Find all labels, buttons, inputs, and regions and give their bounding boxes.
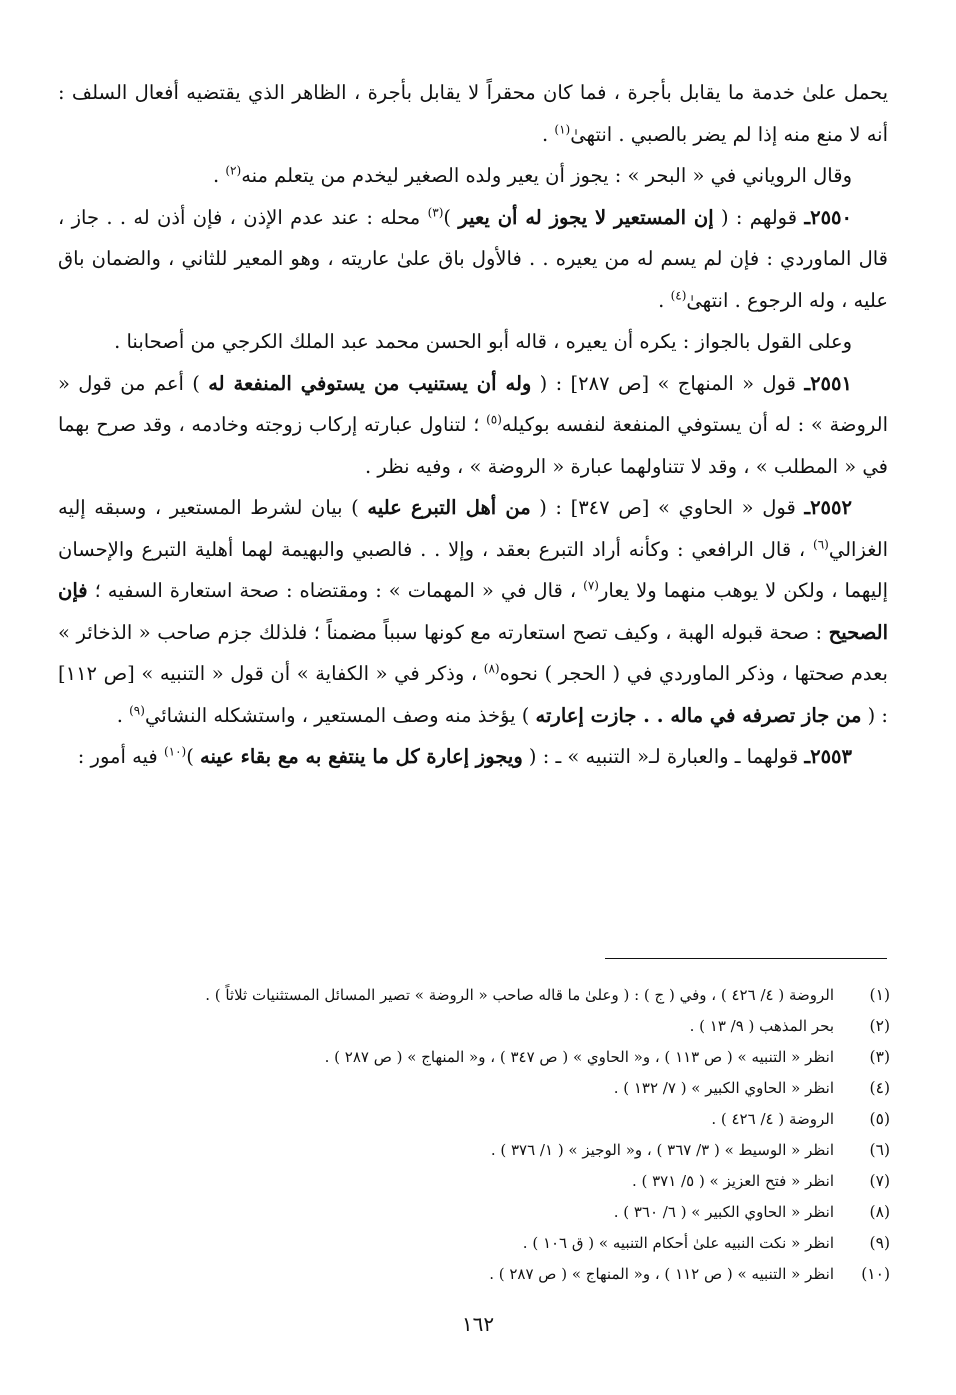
issue-number: ٢٥٥١ـ	[804, 371, 852, 395]
footnote-ref[interactable]: (٤)	[670, 288, 687, 302]
footnote-text: انظر « نكت النبيه علىٰ أحكام التنبيه » ( ق ١٠٦ ) .	[522, 1234, 834, 1252]
paragraph-2: وقال الروياني في « البحر » : يجوز أن يعير ولده الصغير ليخدم من يتعلم منه$^{(٢)}$ .	[212, 163, 852, 187]
footnote-number: (٣)	[869, 1048, 890, 1066]
footnote-item	[60, 1197, 890, 1228]
footnote-text: انظر « فتح العزيز » ( ٥/ ٣٧١ ) .	[631, 1172, 834, 1190]
emphasis-text: فإن الصحيح	[58, 579, 888, 644]
footnote-separator	[605, 958, 887, 959]
quoted-text: ويجوز إعارة كل ما ينتفع به مع بقاء عينه	[200, 745, 523, 768]
paragraph-1: يحمل علىٰ خدمة ما يقابل بأجرة ، فما كان محقراً لا يقابل بأجرة ، الظاهر الذي يقتضيه أفعال السلف : أنه لا منع منه إذا لم يضر بالصبي . انتهىٰ$^{(١)}$ .	[58, 81, 888, 146]
footnote-number: (٧)	[869, 1172, 890, 1190]
footnote-text: انظر « الحاوي الكبير » ( ٧/ ١٣٢ ) .	[613, 1079, 834, 1097]
footnote-number: (٦)	[869, 1141, 890, 1159]
footnote-text: الروضة ( ٤/ ٤٢٦ ) ، وفي ( ج ) : ( وعلىٰ ما قاله صاحب « الروضة » تصير المسائل المستثنيات ثلاثاً ) .	[205, 986, 834, 1004]
page-number: ١٦٢	[461, 1312, 495, 1336]
footnote-ref[interactable]: (٥)	[486, 412, 502, 427]
quoted-text: من أهل التبرع عليه	[367, 496, 531, 519]
footnote-ref[interactable]: (٦)	[813, 537, 829, 551]
issue-2553: ٢٥٥٣ـ قولهما ـ والعبارة لـ« التنبيه » ـ : ( ويجوز إعارة كل ما ينتفع به مع بقاء عينه )$^{(١٠)}$ فيه أمور :	[77, 744, 852, 768]
footnote-number: (٤)	[869, 1079, 890, 1097]
footnote-number: (١٠)	[861, 1265, 890, 1283]
footnote-number: (٨)	[869, 1203, 890, 1221]
footnote-ref[interactable]: (٧)	[583, 578, 599, 593]
footnote-ref[interactable]: (١٠)	[163, 744, 187, 759]
footnote-ref[interactable]: (٢)	[225, 163, 242, 178]
footnote-number: (١)	[869, 986, 890, 1004]
footnote-text: انظر « الوسيط » ( ٣/ ٣٦٧ ) ، و« الوجيز » ( ١/ ٣٧٦ ) .	[490, 1141, 834, 1159]
footnote-number: (٢)	[869, 1017, 890, 1035]
footnote-ref[interactable]: (٣)	[427, 205, 444, 219]
issue-2551: ٢٥٥١ـ قول « المنهاج » [ص ٢٨٧] : ( وله أن يستنيب من يستوفي المنفعة له ) أعم من قول « الروضة » : له أن يستوفي المنفعة لنفسه بوكيله$^{(٥)}$ ؛ لتناول عبارته إركاب زوجته وخادمه ، وقد صرح بهما في « المطلب » ، وقد لا تتناولهما عبارة « الروضة » ، وفيه نظر .	[58, 371, 888, 478]
footnote-item	[60, 1259, 890, 1290]
issue-number: ٢٥٥٣ـ	[804, 745, 852, 768]
quoted-text: من جاز تصرفه في ماله . . جازت إعارته	[535, 703, 862, 727]
issue-number: ٢٥٥٠ـ	[804, 205, 852, 229]
footnote-item	[60, 980, 890, 1011]
footnote-number: (٩)	[869, 1234, 890, 1252]
footnote-number: (٥)	[869, 1110, 890, 1128]
issue-2552: ٢٥٥٢ـ قول « الحاوي » [ص ٣٤٧] : ( من أهل التبرع عليه ) بيان لشرط المستعير ، وسبقه إليه الغزالي$^{(٦)}$ ، قال الرافعي : وكأنه أراد التبرع بعقد ، وإلا . . فالصبي والبهيمة لهما أهلية التبرع والإحسان إليهما ، ولكن لا يوهب منهما ولا يعار$^{(٧)}$ ، قال في « المهمات » : ومقتضاه : صحة استعارة السفيه ؛ فإن الصحيح : صحة قبوله الهبة ، وكيف تصح استعارته مع كونها سبباً مضمناً ؛ فلذلك جزم صاحب « الذخائر » بعدم صحتها ، وذكر الماوردي في ( الحجر ) نحوه$^{(٨)}$ ، وذكر في « الكفاية » أن قول « التنبيه » [ص ١١٢] : ( من جاز تصرفه في ماله . . جازت إعارته ) يؤخذ منه وصف المستعير ، واستشكله النشائي$^{(٩)}$ .	[58, 496, 888, 727]
issue-2550: ٢٥٥٠ـ قولهم : ( إن المستعير لا يجوز له أن يعير )$^{(٣)}$ محله : عند عدم الإذن ، فإن أذن له . . جاز ، قال الماوردي : فإن لم يسم له من يعيره . . فالأول باق علىٰ عاريته ، وهو المعير للثاني ، والضمان باق عليه ، وله الرجوع . انتهىٰ$^{(٤)}$ .	[58, 205, 888, 312]
footnote-item	[60, 1042, 890, 1073]
quoted-text: إن المستعير لا يجوز له أن يعير	[458, 205, 714, 229]
footnote-ref[interactable]: (٨)	[483, 661, 500, 676]
footnote-item	[60, 1011, 890, 1042]
footnotes	[60, 980, 890, 1290]
footnote-text: انظر « التنبيه » ( ص ١١٢ ) ، و« المنهاج » ( ص ٢٨٧ ) .	[489, 1265, 834, 1283]
quoted-text: وله أن يستنيب من يستوفي المنفعة له	[208, 371, 532, 395]
issue-number: ٢٥٥٢ـ	[804, 496, 852, 519]
footnote-item	[60, 1166, 890, 1197]
footnote-item	[60, 1135, 890, 1166]
footnote-item	[60, 1073, 890, 1104]
footnote-text: انظر « التنبيه » ( ص ١١٣ ) ، و« الحاوي » ( ص ٣٤٧ ) ، و« المنهاج » ( ص ٢٨٧ ) .	[324, 1048, 834, 1066]
footnote-ref[interactable]: (٩)	[129, 703, 145, 717]
footnote-text: انظر « الحاوي الكبير » ( ٦/ ٣٦٠ ) .	[613, 1203, 834, 1221]
main-text	[58, 72, 888, 778]
footnote-item	[60, 1228, 890, 1259]
footnote-ref[interactable]: (١)	[554, 122, 571, 136]
footnote-item	[60, 1104, 890, 1135]
paragraph-4: وعلى القول بالجواز : يكره أن يعيره ، قاله أبو الحسن محمد عبد الملك الكرجي من أصحابنا .	[114, 330, 852, 353]
footnote-text: بحر المذهب ( ٩/ ١٣ ) .	[689, 1017, 834, 1035]
footnote-text: الروضة ( ٤/ ٤٢٦ ) .	[711, 1110, 834, 1128]
